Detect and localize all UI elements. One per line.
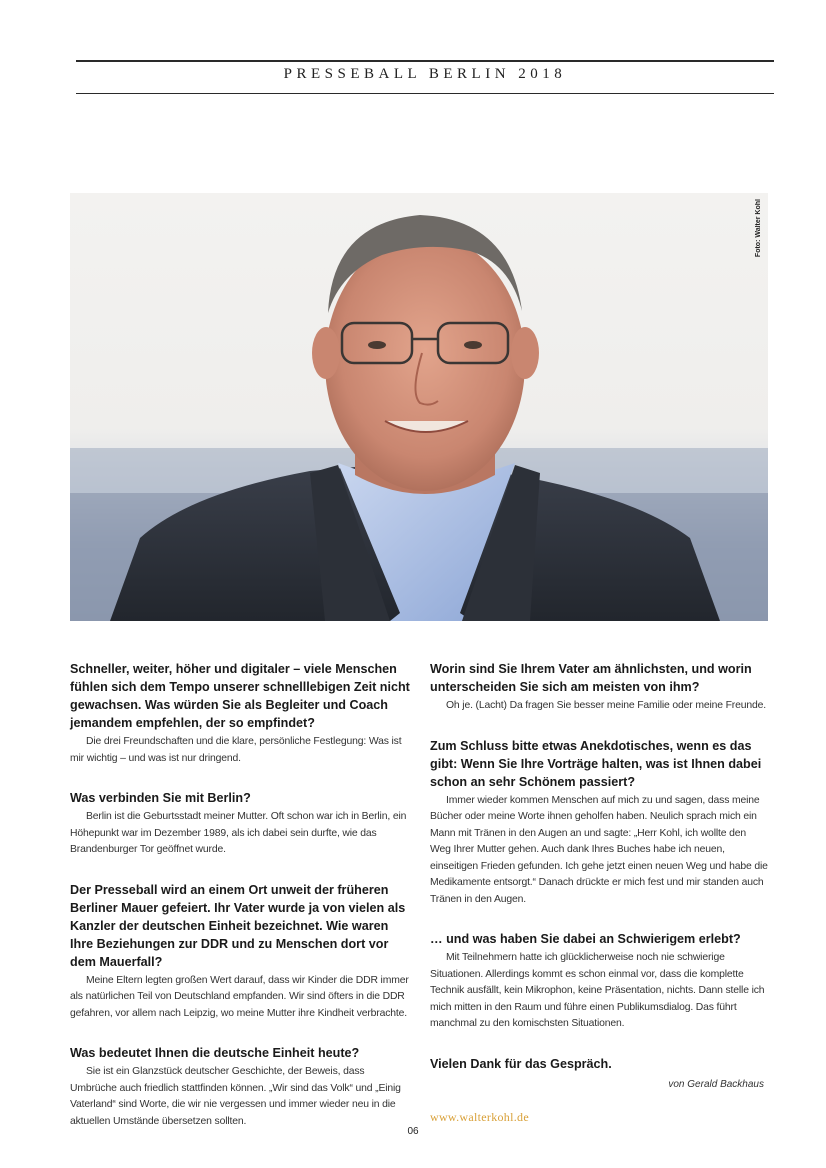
qa-block — [70, 881, 410, 1023]
qa-block — [70, 1044, 410, 1130]
answer: Berlin ist die Geburtsstadt meiner Mutter. Oft schon war ich in Berlin, ein Höhepunkt war im Dezember 1989, als ich dabei sein durfte, wie das Brandenburger Tor geöffnet wurde. — [70, 811, 407, 855]
page-header-title: PRESSEBALL BERLIN 2018 — [283, 66, 567, 82]
answer: Meine Eltern legten großen Wert darauf, dass wir Kinder die DDR immer als natürlichen Teil von Deutschland empfanden. Wir sind öfters in die DDR gefahren, vor allem nach Leipzig, wo meine Mutter ihre Kindheit verbrachte. — [70, 974, 409, 1019]
header-rule-bottom — [76, 93, 774, 94]
interview-column-left — [70, 660, 410, 1152]
answer: Die drei Freundschaften und die klare, persönliche Festlegung: Was ist mir wichtig – und was ist nur dringend. — [70, 736, 402, 764]
portrait-illustration — [70, 193, 768, 621]
answer: Mit Teilnehmern hatte ich glücklicherweise noch nie schwierige Situationen. Allerdings kommt es schon einmal vor, dass die komplette Technik ausfällt, kein Mikrophon, keine Präsentation, nichts. Dann stelle ich mich mitten in den Raum und führe einen Publikumsdialog. Das führt manchmal zu den komischsten Situationen. — [430, 952, 765, 1029]
question: Worin sind Sie Ihrem Vater am ähnlichsten, und worin unterscheiden Sie sich am meisten von ihm? — [430, 662, 752, 694]
answer: Immer wieder kommen Menschen auf mich zu und sagen, dass meine Bücher oder meine Worte ihnen geholfen haben. Neulich sprach mich ein Mann mit Tränen in den Augen an und sagte: „Herr Kohl, ich wollte den Weg Ihrer Mutter gehen. Auch dank Ihres Buches habe ich neuen, einseitigen Frieden gefunden. Ich gehe jetzt einen neuen Weg und habe die Medikamente entsorgt.“ Danach drückte er mich fest und mir standen auch Tränen in den Augen. — [430, 794, 768, 905]
header-rule-top — [76, 60, 774, 62]
qa-block — [430, 930, 768, 1033]
photo-credit: Foto: Walter Kohl — [755, 199, 762, 258]
question: Schneller, weiter, höher und digitaler – viele Menschen fühlen sich dem Tempo unserer schnelllebigen Zeit nicht gewachsen. Was würden Sie als Begleiter und Coach jemandem empfehlen, der so empfindet? — [70, 662, 410, 730]
question: Zum Schluss bitte etwas Anekdotisches, wenn es das gibt: Wenn Sie Ihre Vorträge halten, was ist Ihnen dabei schon an sehr Schönem passiert? — [430, 738, 762, 789]
question: … und was haben Sie dabei an Schwierigem erlebt? — [430, 932, 741, 946]
closing-line: Vielen Dank für das Gespräch. — [430, 1056, 612, 1071]
portrait-photo — [70, 193, 768, 621]
interview-column-right — [430, 660, 768, 1125]
question: Was bedeutet Ihnen die deutsche Einheit heute? — [70, 1046, 360, 1060]
question: Der Presseball wird an einem Ort unweit der früheren Berliner Mauer gefeiert. Ihr Vater wurde ja von vielen als Kanzler der deutschen Einheit bezeichnet. Wie waren Ihre Beziehungen zur DDR und zu Menschen dort vor dem Mauerfall? — [70, 882, 406, 969]
page-number: 06 — [407, 1126, 419, 1137]
question: Was verbinden Sie mit Berlin? — [70, 791, 251, 805]
qa-block — [430, 737, 768, 909]
qa-block — [70, 789, 410, 859]
qa-block — [430, 660, 768, 715]
author-byline: von Gerald Backhaus — [668, 1078, 764, 1090]
answer: Oh je. (Lacht) Da fragen Sie besser meine Familie oder meine Freunde. — [446, 700, 766, 711]
qa-block — [70, 660, 410, 767]
answer: Sie ist ein Glanzstück deutscher Geschichte, der Beweis, dass Umbrüche auch friedlich stattfinden können. „Wir sind das Volk“ und „Einig Vaterland“ sind Worte, die wir nie vergessen und immer wieder neu in die aktuellen Umstände übersetzen sollten. — [70, 1066, 401, 1127]
website-link[interactable]: www.walterkohl.de — [430, 1109, 529, 1124]
